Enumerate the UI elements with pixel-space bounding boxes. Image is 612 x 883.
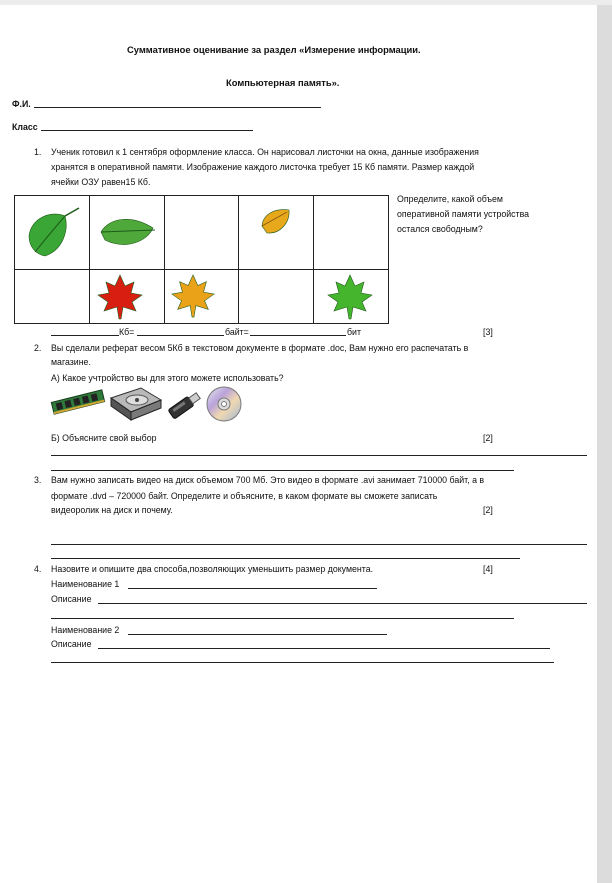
desc1-label: Описание bbox=[51, 594, 92, 604]
worksheet-subtitle: Компьютерная память». bbox=[226, 77, 340, 88]
q2-sub-a: А) Какое учтройство вы для этого можете использовать? bbox=[51, 373, 284, 383]
q1-side-question: остался свободным? bbox=[397, 224, 483, 234]
q4-number: 4. bbox=[34, 564, 42, 574]
q1-side-question: оперативной памяти устройства bbox=[397, 209, 530, 219]
worksheet-title: Суммативное оценивание за раздел «Измерение информации. bbox=[127, 44, 421, 55]
desc1-answer-line[interactable] bbox=[51, 618, 514, 619]
q2-text-line: Вы сделали реферат весом 5Кб в текстовом документе в формате .doc, Вам нужно его распечатать в bbox=[51, 343, 469, 353]
fio-answer-line[interactable] bbox=[34, 107, 321, 108]
name1-answer-line[interactable] bbox=[128, 588, 377, 589]
ram-module-icon bbox=[50, 385, 106, 419]
bit-unit-label: бит bbox=[347, 327, 361, 337]
q2-number: 2. bbox=[34, 343, 42, 353]
byte-unit-label: байт= bbox=[225, 327, 249, 337]
q3-text-line: Вам нужно записать видео на диск объемом 700 Мб. Это видео в формате .avi занимает 710000 байт, а в bbox=[51, 475, 485, 485]
worksheet-page bbox=[0, 5, 597, 883]
desc2-answer-line[interactable] bbox=[51, 662, 554, 663]
optical-disc-icon bbox=[205, 385, 243, 423]
red-maple-leaf-icon bbox=[96, 273, 144, 321]
kb-unit-label: Кб= bbox=[119, 327, 135, 337]
yellow-leaf-icon bbox=[259, 206, 293, 236]
q1-side-question: Определите, какой объем bbox=[397, 194, 503, 204]
q3-answer-line[interactable] bbox=[51, 558, 520, 559]
name1-label: Наименование 1 bbox=[51, 579, 120, 589]
q2-answer-line[interactable] bbox=[51, 455, 587, 456]
q3-text-line: формате .dvd – 720000 байт. Определите и объясните, в каком формате вы сможете записать bbox=[51, 491, 438, 501]
ram-cells-table bbox=[14, 195, 389, 324]
q1-number: 1. bbox=[34, 147, 42, 157]
q1-text-line: хранятся в оперативной памяти. Изображение каждого листочка требует 15 Кб памяти. Размер каждой bbox=[51, 162, 475, 172]
q3-marks: [2] bbox=[483, 505, 493, 515]
bit-answer-line[interactable] bbox=[250, 335, 346, 336]
class-label: Класс bbox=[12, 122, 38, 132]
name2-answer-line[interactable] bbox=[128, 634, 387, 635]
q2-marks: [2] bbox=[483, 433, 493, 443]
elm-leaf-icon bbox=[97, 210, 159, 254]
desc1-answer-line[interactable] bbox=[98, 603, 587, 604]
class-answer-line[interactable] bbox=[41, 130, 253, 131]
kb-answer-line[interactable] bbox=[51, 335, 119, 336]
desc2-answer-line[interactable] bbox=[98, 648, 550, 649]
desc2-label: Описание bbox=[51, 639, 92, 649]
q3-answer-line[interactable] bbox=[51, 544, 587, 545]
name2-label: Наименование 2 bbox=[51, 625, 120, 635]
byte-answer-line[interactable] bbox=[137, 335, 224, 336]
orange-maple-leaf-icon bbox=[170, 273, 216, 319]
q4-text: Назовите и опишите два способа,позволяющих уменьшить размер документа. bbox=[51, 564, 374, 574]
q1-text-line: ячейки ОЗУ равен15 Кб. bbox=[51, 177, 151, 187]
q2-text-line: магазине. bbox=[51, 357, 91, 367]
birch-leaf-icon bbox=[21, 206, 81, 262]
q3-number: 3. bbox=[34, 475, 42, 485]
page-edge-shadow bbox=[597, 5, 612, 883]
q3-text-line: видеоролик на диск и почему. bbox=[51, 505, 173, 515]
fio-label: Ф.И. bbox=[12, 99, 31, 109]
q2-sub-b: Б) Объясните свой выбор bbox=[51, 433, 157, 443]
hard-drive-icon bbox=[107, 384, 163, 424]
usb-flash-drive-icon bbox=[164, 386, 204, 424]
q2-answer-line[interactable] bbox=[51, 470, 514, 471]
q4-marks: [4] bbox=[483, 564, 493, 574]
q1-text-line: Ученик готовил к 1 сентября оформление класса. Он нарисовал листочки на окна, данные изображения bbox=[51, 147, 479, 157]
green-maple-leaf-icon bbox=[326, 273, 374, 321]
q1-marks: [3] bbox=[483, 327, 493, 337]
